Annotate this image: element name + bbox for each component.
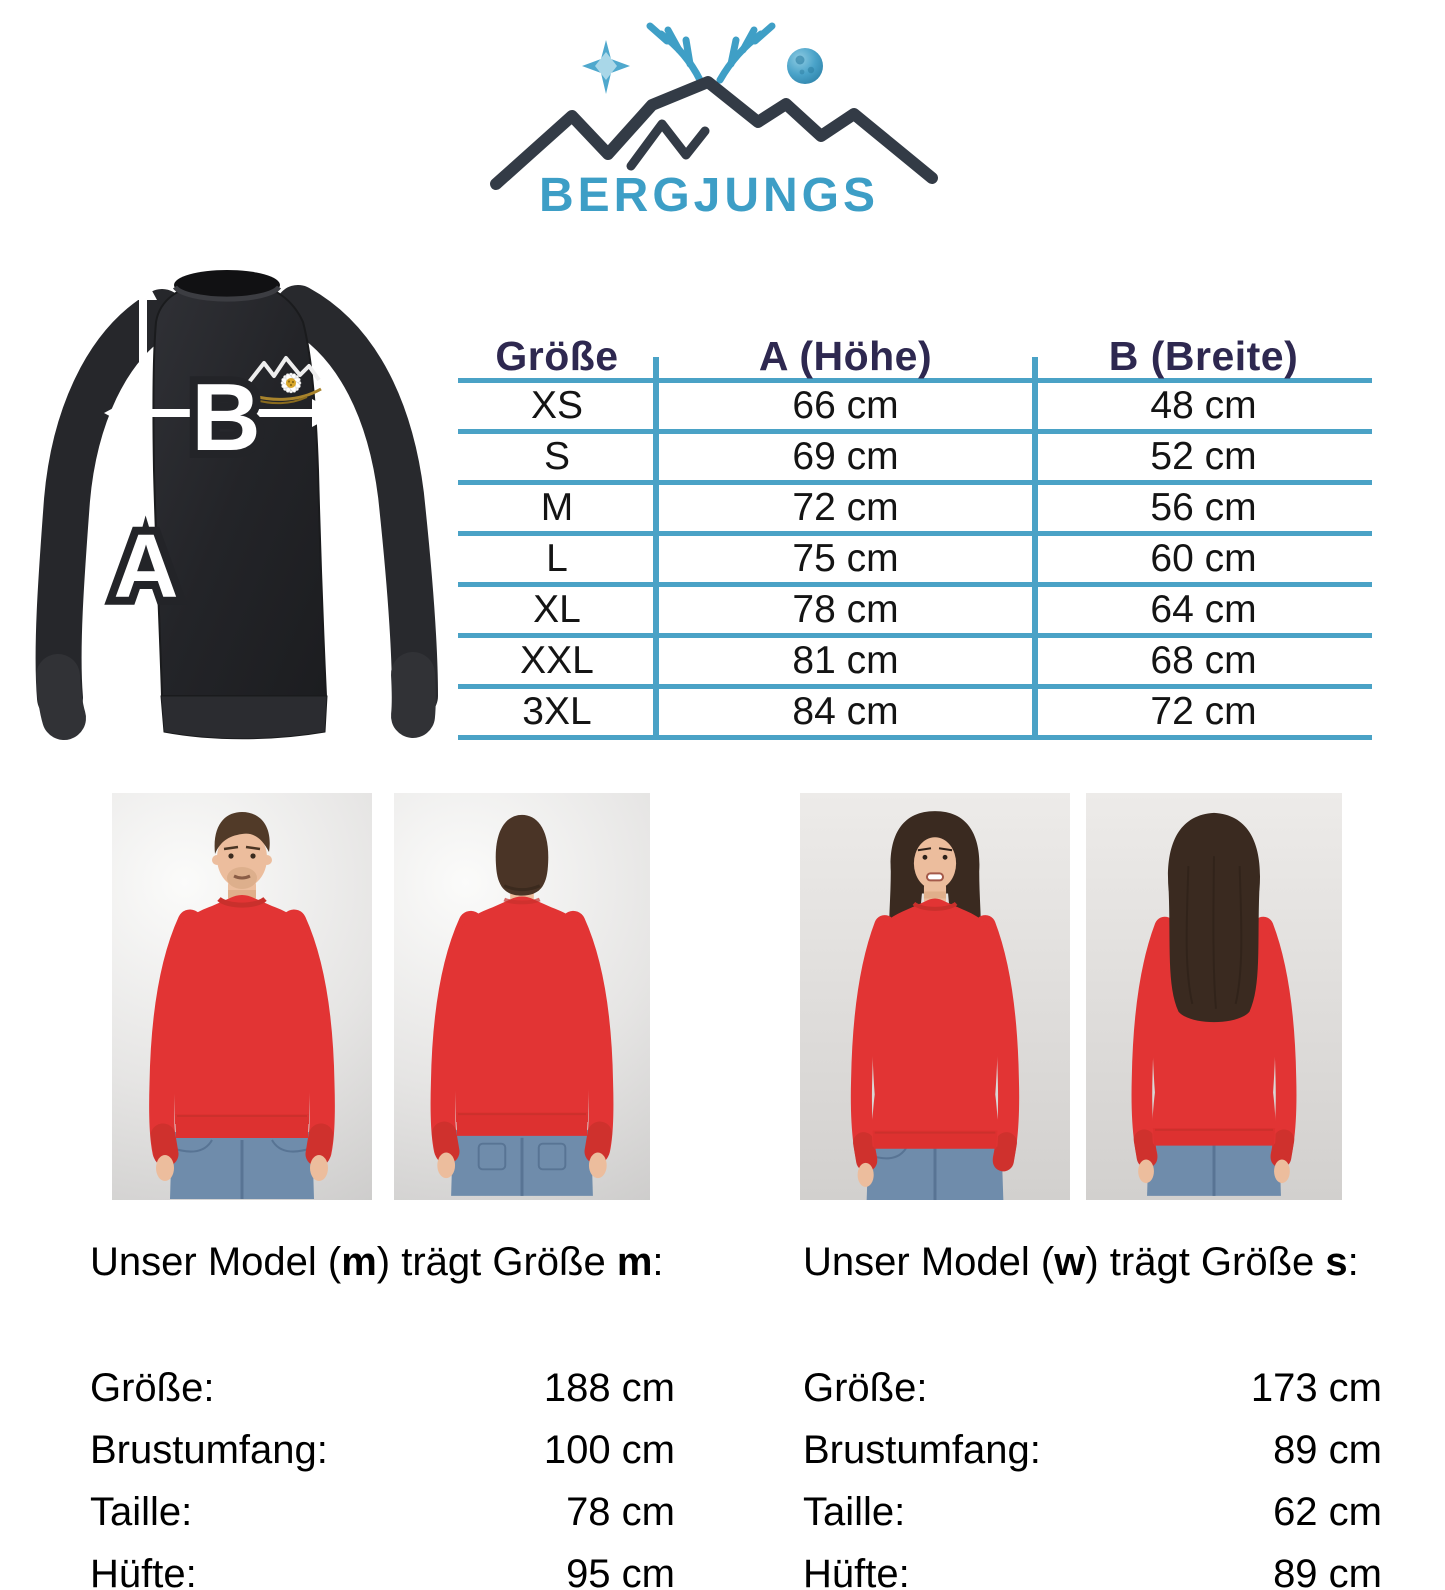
measurement-row: [90, 1543, 675, 1590]
measurement-value: 173 cm: [1250, 1365, 1382, 1410]
measurement-label: Taille:: [803, 1489, 906, 1534]
measure-cell: 78 cm: [792, 588, 899, 631]
measurement-value: 62 cm: [1273, 1489, 1382, 1534]
model-male-front-figure: [112, 793, 372, 1200]
model-female-back-figure: [1086, 793, 1342, 1200]
measurements-male: [90, 1357, 675, 1590]
model-info-female: [803, 1240, 1382, 1590]
title-text: :: [1347, 1240, 1359, 1284]
size-cell: L: [546, 537, 568, 580]
photo-model-male-front: [112, 793, 372, 1200]
measurement-row: [90, 1481, 675, 1543]
size-table-row: [458, 429, 1372, 480]
height-label: A: [113, 517, 179, 617]
column-header-width: B (Breite): [1108, 333, 1299, 379]
star-icon: [582, 40, 630, 94]
title-text: Unser Model (: [803, 1240, 1055, 1284]
measurement-value: 100 cm: [543, 1427, 675, 1472]
photo-model-male-back: [394, 793, 650, 1200]
measurement-label: Größe:: [803, 1365, 928, 1410]
measurement-value: 78 cm: [566, 1489, 675, 1534]
model-female-front-figure: [800, 793, 1070, 1200]
measurement-value: 89 cm: [1273, 1427, 1382, 1472]
table-divider: [653, 357, 659, 740]
size-cell: XS: [530, 384, 584, 427]
measurement-label: Brustumfang:: [90, 1427, 328, 1472]
title-text: m: [616, 1240, 653, 1284]
model-info-male: [90, 1240, 675, 1590]
title-text: ) trägt Größe: [1085, 1240, 1326, 1284]
sweatshirt-diagram: [20, 250, 440, 750]
size-cell: M: [540, 486, 574, 529]
size-table-row: [458, 633, 1372, 684]
measure-cell: 69 cm: [792, 435, 899, 478]
size-cell: S: [543, 435, 570, 478]
measurement-row: [803, 1357, 1382, 1419]
measurement-value: 89 cm: [1273, 1551, 1382, 1590]
table-divider: [1032, 357, 1038, 740]
measurement-row: [803, 1481, 1382, 1543]
sweatshirt-image: [20, 250, 440, 750]
measure-cell: 84 cm: [792, 690, 899, 733]
brand-name: BERGJUNGS: [538, 169, 880, 222]
measurement-value: 95 cm: [566, 1551, 675, 1590]
size-cell: XL: [533, 588, 581, 631]
measurement-label: Größe:: [90, 1365, 215, 1410]
size-cell: 3XL: [522, 690, 592, 733]
size-table-row: [458, 383, 1372, 429]
column-header-height: A (Höhe): [758, 333, 933, 379]
model-title-female: [803, 1240, 1382, 1285]
antlers-icon: [650, 26, 772, 80]
measure-cell: 81 cm: [792, 639, 899, 682]
size-cell: XXL: [520, 639, 594, 682]
size-table-row: [458, 480, 1372, 531]
title-text: :: [652, 1240, 664, 1284]
size-table: [458, 335, 1372, 740]
title-text: Unser Model (: [90, 1240, 342, 1284]
sweatshirt-body: [153, 276, 326, 696]
sweatshirt-hem: [161, 696, 327, 739]
column-header-size: Größe: [495, 333, 619, 379]
brand-logo: [490, 4, 950, 229]
measure-cell: 52 cm: [1150, 435, 1257, 478]
size-table-body: [458, 378, 1372, 740]
measurement-row: [90, 1357, 675, 1419]
measurements-female: [803, 1357, 1382, 1590]
size-table-row: [458, 531, 1372, 582]
measurement-row: [803, 1419, 1382, 1481]
title-text: m: [341, 1240, 377, 1284]
measurement-label: Hüfte:: [90, 1551, 197, 1590]
moon-icon: [787, 48, 823, 84]
measure-cell: 66 cm: [792, 384, 899, 427]
size-table-row: [458, 684, 1372, 735]
measurement-row: [90, 1419, 675, 1481]
measure-cell: 60 cm: [1150, 537, 1257, 580]
measure-cell: 72 cm: [792, 486, 899, 529]
measure-cell: 75 cm: [792, 537, 899, 580]
measurement-value: 188 cm: [543, 1365, 675, 1410]
measurement-label: Taille:: [90, 1489, 193, 1534]
photo-model-female-back: [1086, 793, 1342, 1200]
measure-cell: 48 cm: [1150, 384, 1257, 427]
measurement-row: [803, 1543, 1382, 1590]
measure-cell: 68 cm: [1150, 639, 1257, 682]
size-table-header: [458, 335, 1372, 378]
size-table-row: [458, 582, 1372, 633]
measurement-label: Hüfte:: [803, 1551, 910, 1590]
model-title-male: [90, 1240, 675, 1285]
photo-model-female-front: [800, 793, 1070, 1200]
title-text: w: [1054, 1240, 1086, 1284]
title-text: s: [1325, 1240, 1348, 1284]
measure-cell: 64 cm: [1150, 588, 1257, 631]
width-label: B: [191, 364, 261, 471]
measurement-label: Brustumfang:: [803, 1427, 1041, 1472]
title-text: ) trägt Größe: [376, 1240, 617, 1284]
sweatshirt-collar: [174, 270, 280, 300]
measure-cell: 56 cm: [1150, 486, 1257, 529]
model-male-back-figure: [394, 793, 650, 1200]
measure-cell: 72 cm: [1150, 690, 1257, 733]
